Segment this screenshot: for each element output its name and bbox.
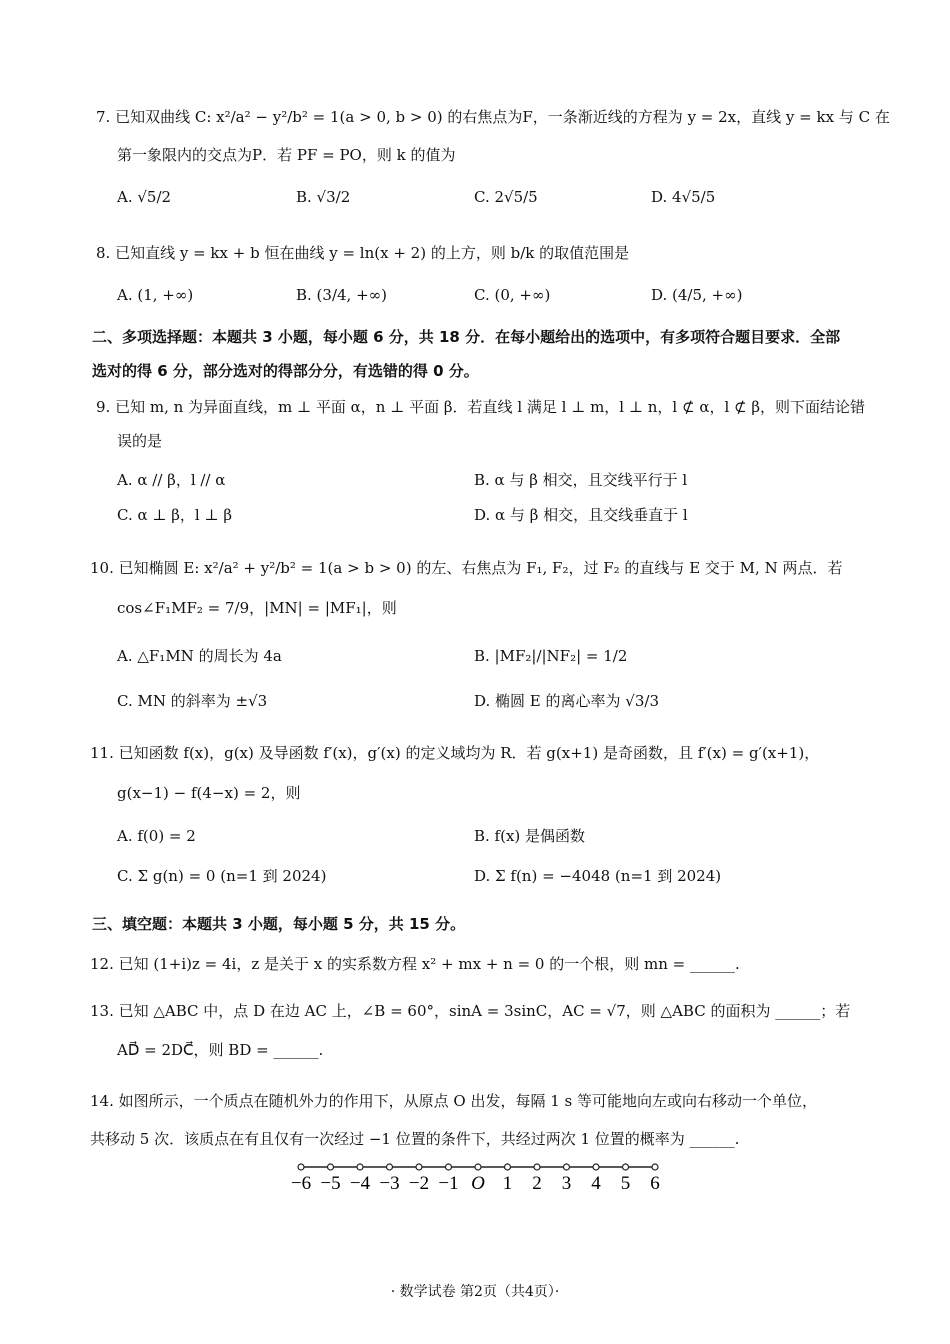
q14-line1: 14. 如图所示，一个质点在随机外力的作用下，从原点 O 出发，每隔 1 s 等可能地向左或向右移动一个单位， <box>90 1092 818 1110</box>
q13-line2: AD⃗ = 2DC⃗，则 BD = ______. <box>117 1041 324 1059</box>
q8-option-a: A. (1, +∞) <box>117 286 194 304</box>
q8-option-d: D. (4/5, +∞) <box>651 286 743 304</box>
number-line-label: −2 <box>408 1173 430 1194</box>
number-line-label: −1 <box>438 1173 459 1194</box>
section-multi-heading-line1: 二、多项选择题：本题共 3 小题，每小题 6 分，共 18 分．在每小题给出的选项中，有多项符合题目要求．全部 <box>92 328 841 346</box>
number-line-point <box>416 1164 422 1170</box>
q7-option-c: C. 2√5/5 <box>474 188 538 206</box>
q9-option-c: C. α ⊥ β，l ⊥ β <box>117 506 233 524</box>
number-line-point <box>357 1164 363 1170</box>
q9-line1: 9. 已知 m, n 为异面直线，m ⊥ 平面 α，n ⊥ 平面 β．若直线 l 满足 l ⊥ m，l ⊥ n，l ⊄ α，l ⊄ β，则下面结论错 <box>96 398 866 416</box>
q11-line1: 11. 已知函数 f(x)，g(x) 及导函数 f′(x)，g′(x) 的定义域均为 R．若 g(x+1) 是奇函数，且 f′(x) = g′(x+1)， <box>90 744 820 762</box>
number-line-point <box>298 1164 304 1170</box>
q10-option-d: D. 椭圆 E 的离心率为 √3/3 <box>474 692 659 710</box>
q14-line2: 共移动 5 次．该质点在有且仅有一次经过 −1 位置的条件下，共经过两次 1 位置的概率为 ______. <box>90 1130 740 1148</box>
number-line-point <box>446 1164 452 1170</box>
q11-option-b: B. f(x) 是偶函数 <box>474 827 586 845</box>
q8-option-c: C. (0, +∞) <box>474 286 551 304</box>
number-line-point <box>505 1164 511 1170</box>
q7-line1: 7. 已知双曲线 C: x²/a² − y²/b² = 1(a > 0, b > 0) 的右焦点为F，一条渐近线的方程为 y = 2x，直线 y = kx 与 C 在 <box>96 108 890 126</box>
q9-line2: 误的是 <box>117 432 163 450</box>
q11-option-d: D. Σ f(n) = −4048 (n=1 到 2024) <box>474 867 722 885</box>
q9-option-a: A. α // β，l // α <box>117 471 226 489</box>
q12-line1: 12. 已知 (1+i)z = 4i，z 是关于 x 的实系数方程 x² + mx + n = 0 的一个根，则 mn = ______. <box>90 955 740 973</box>
number-line-point <box>623 1164 629 1170</box>
page-footer: · 数学试卷 第2页（共4页）· <box>390 1284 560 1300</box>
number-line-label: −5 <box>320 1173 341 1194</box>
q10-line1: 10. 已知椭圆 E: x²/a² + y²/b² = 1(a > b > 0) 的左、右焦点为 F₁, F₂，过 F₂ 的直线与 E 交于 M, N 两点．若 <box>90 559 843 577</box>
number-line-point <box>652 1164 658 1170</box>
number-line-label: −4 <box>349 1173 371 1194</box>
number-line-point <box>328 1164 334 1170</box>
number-line-point <box>475 1164 481 1170</box>
q10-option-b: B. |MF₂|/|NF₂| = 1/2 <box>474 647 628 665</box>
number-line-label: 3 <box>561 1173 572 1194</box>
number-line-label: O <box>471 1173 485 1194</box>
q11-line2: g(x−1) − f(4−x) = 2，则 <box>117 784 301 802</box>
q7-option-d: D. 4√5/5 <box>651 188 716 206</box>
number-line-label: −3 <box>379 1173 400 1194</box>
q10-option-a: A. △F₁MN 的周长为 4a <box>117 647 282 665</box>
section-fill-heading: 三、填空题：本题共 3 小题，每小题 5 分，共 15 分。 <box>92 915 466 933</box>
q13-line1: 13. 已知 △ABC 中，点 D 在边 AC 上，∠B = 60°，sinA = 3sinC，AC = √7，则 △ABC 的面积为 ______；若 <box>90 1002 851 1020</box>
number-line-point <box>564 1164 570 1170</box>
number-line-label: −6 <box>290 1173 312 1194</box>
section-multi-heading-line2: 选对的得 6 分，部分选对的得部分分，有选错的得 0 分。 <box>92 362 479 380</box>
q11-option-c: C. Σ g(n) = 0 (n=1 到 2024) <box>117 867 327 885</box>
number-line-point <box>387 1164 393 1170</box>
q9-option-b: B. α 与 β 相交，且交线平行于 l <box>474 471 688 489</box>
q7-line2: 第一象限内的交点为P．若 PF = PO，则 k 的值为 <box>117 146 456 164</box>
q9-option-d: D. α 与 β 相交，且交线垂直于 l <box>474 506 688 524</box>
number-line-label: 5 <box>620 1173 631 1194</box>
number-line-label: 1 <box>502 1173 513 1194</box>
q10-option-c: C. MN 的斜率为 ±√3 <box>117 692 268 710</box>
q10-line2: cos∠F₁MF₂ = 7/9，|MN| = |MF₁|，则 <box>117 599 397 617</box>
q7-option-b: B. √3/2 <box>296 188 351 206</box>
number-line-label: 4 <box>591 1173 601 1194</box>
q8-option-b: B. (3/4, +∞) <box>296 286 388 304</box>
q11-option-a: A. f(0) = 2 <box>117 827 196 845</box>
number-line-label: 6 <box>650 1173 660 1194</box>
number-line-label: 2 <box>532 1173 542 1194</box>
number-line-point <box>534 1164 540 1170</box>
q8-line1: 8. 已知直线 y = kx + b 恒在曲线 y = ln(x + 2) 的上方，则 b/k 的取值范围是 <box>96 244 630 262</box>
number-line-point <box>593 1164 599 1170</box>
q7-option-a: A. √5/2 <box>117 188 172 206</box>
